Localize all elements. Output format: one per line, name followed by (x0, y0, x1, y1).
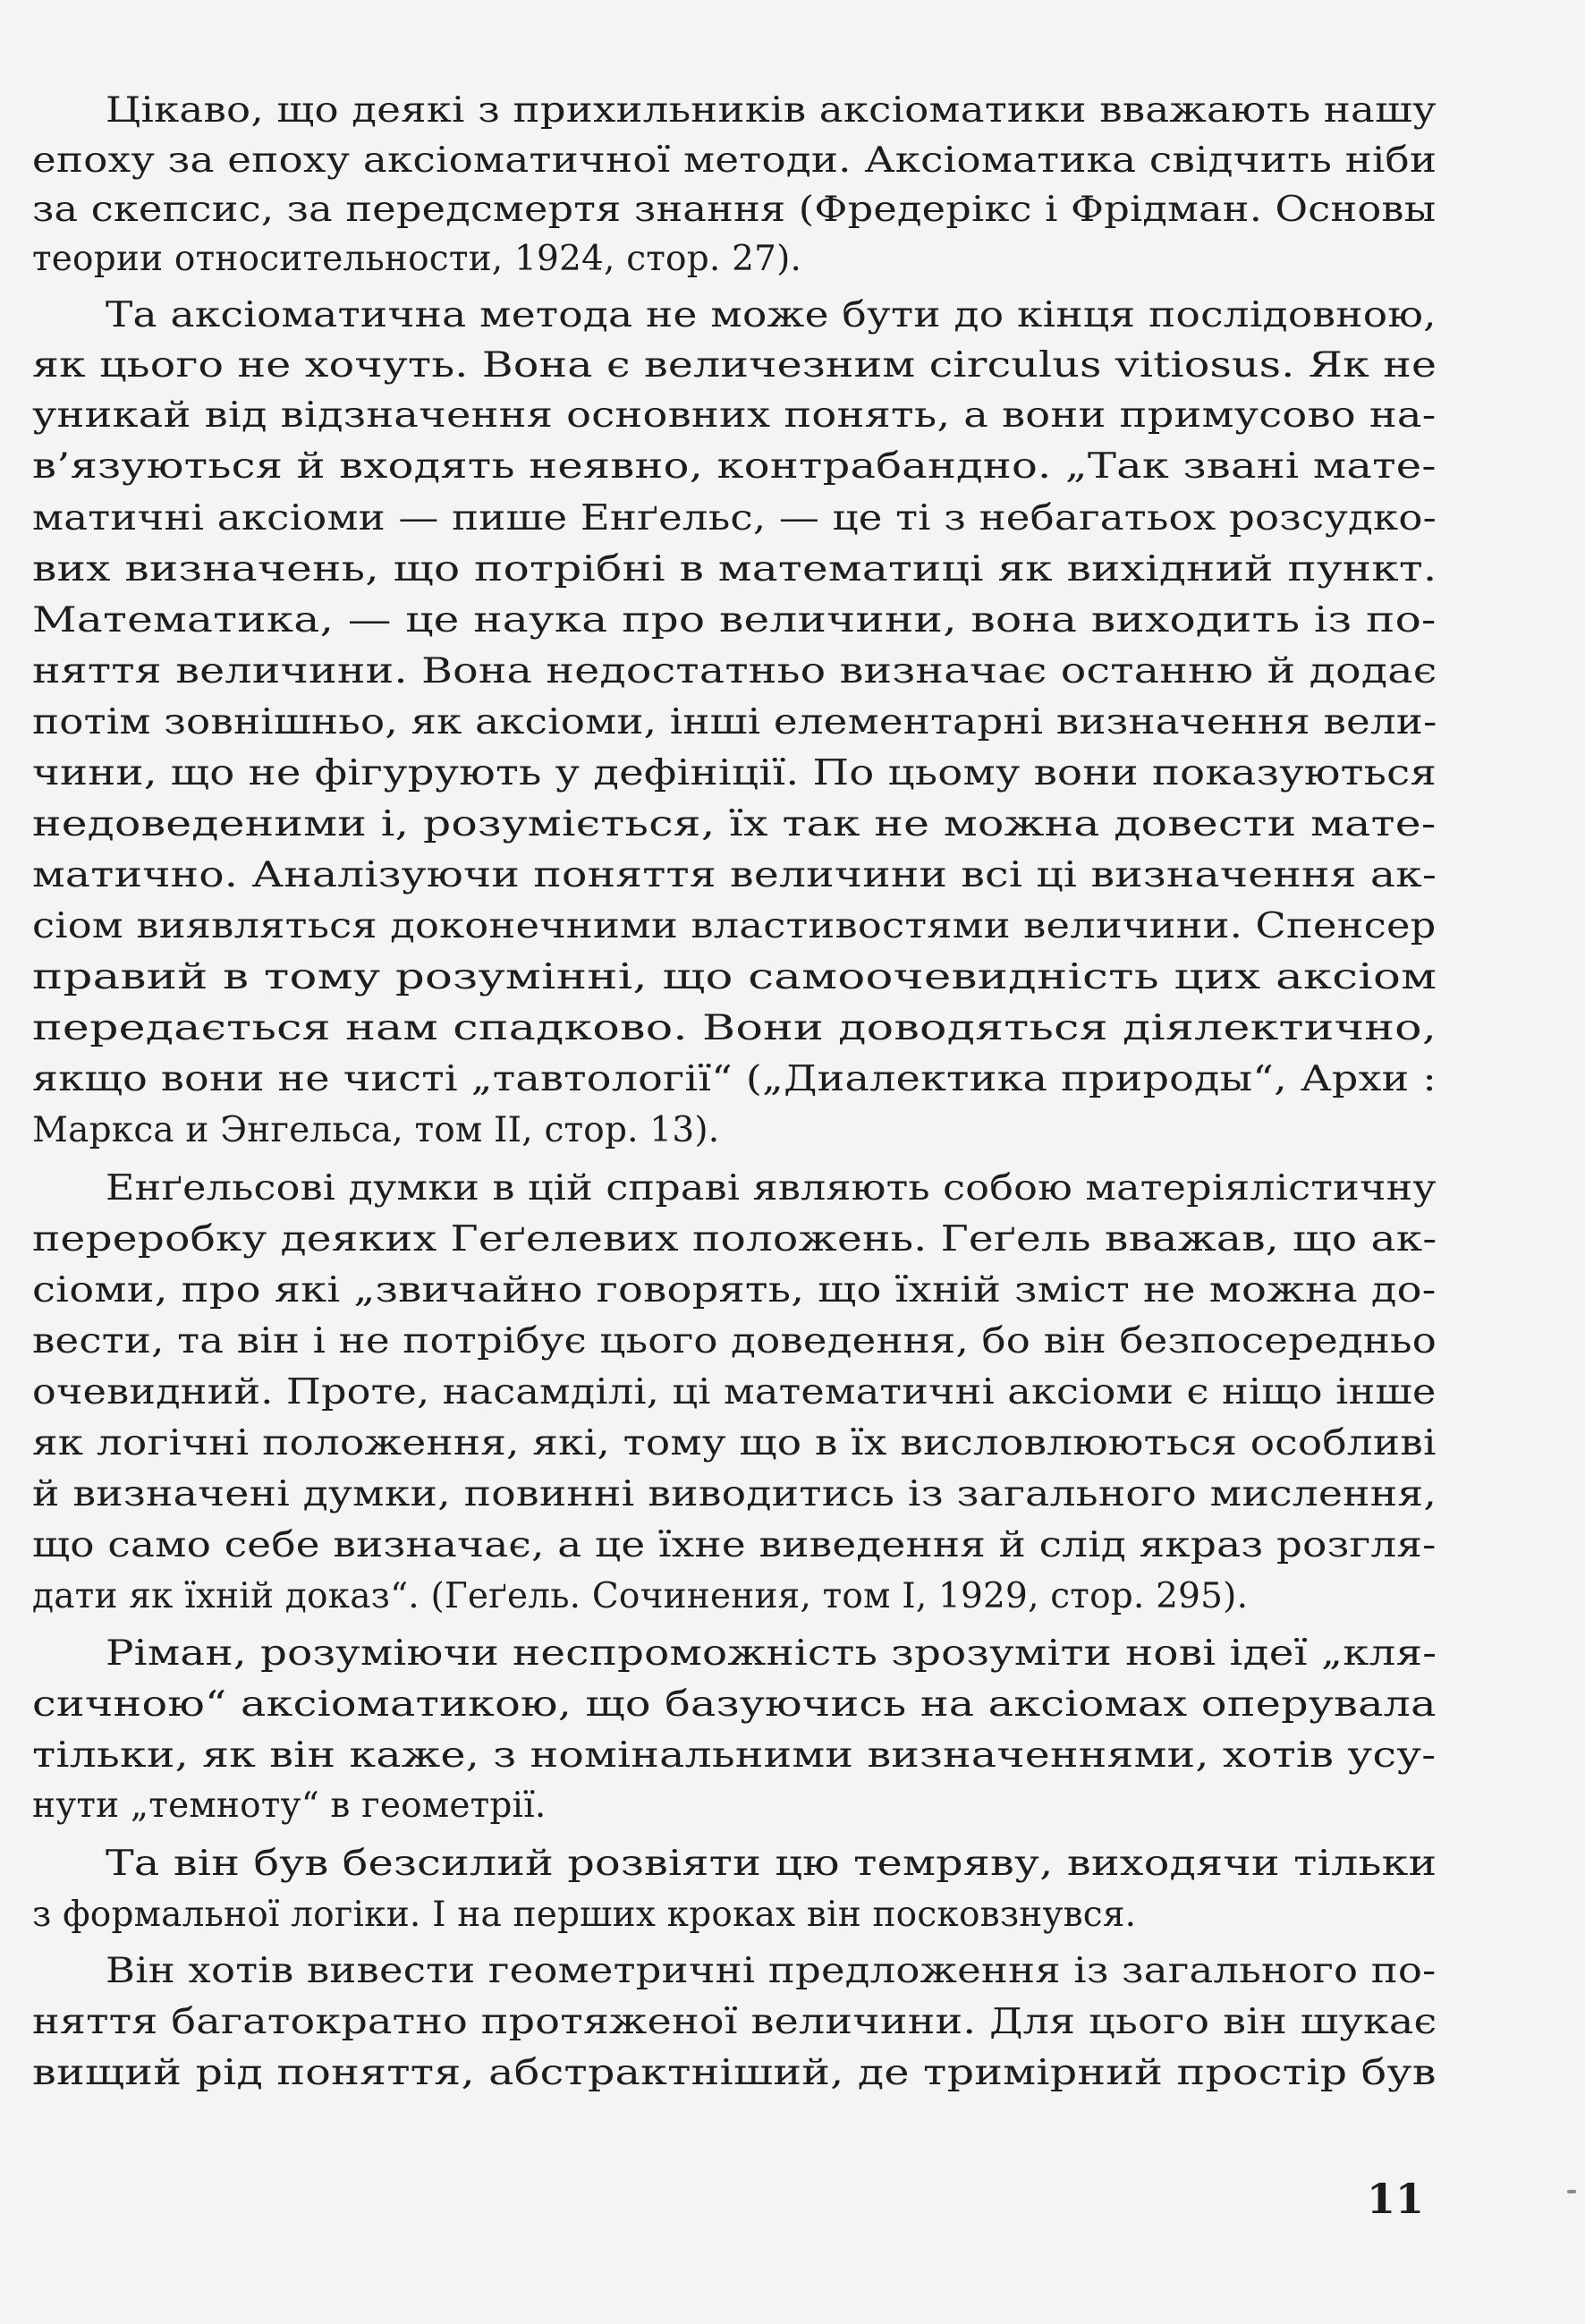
text-line: нути „темноту“ в геометрії. (32, 1785, 547, 1826)
text-line: вищий рід поняття, абстрактніший, де тримірний простір був (32, 2053, 1437, 2093)
text-line: Ріман, розуміючи неспроможність зрозуміти нові ідеї „кля- (106, 1633, 1437, 1674)
page-number: 11 (1367, 2175, 1425, 2223)
text-line: Він хотів вивести геометричні предложення із загального по- (106, 1951, 1437, 1991)
text-line: матичні аксіоми — пише Енґельс, — це ті з небагатьох розсудко- (32, 498, 1437, 539)
text-line: сичною“ аксіоматикою, що базуючись на аксіомах оперувала (32, 1684, 1437, 1725)
text-line: недоведеними і, розуміється, їх так не можна довести мате- (32, 804, 1437, 844)
text-line: очевидний. Проте, насамділі, ці математичні аксіоми є ніщо інше (32, 1372, 1437, 1412)
text-line: няття багатократно протяженої величини. Для цього він шукає (32, 2002, 1437, 2042)
text-line: Маркса и Энгельса, том II, стор. 13). (32, 1110, 720, 1150)
text-line: якщо вони не чисті „тавтології“ („Диалектика природы“, Архи : (32, 1059, 1437, 1099)
text-line: потім зовнішньо, як аксіоми, інші елементарні визначення вели- (32, 702, 1437, 742)
text-line: теории относительности, 1924, стор. 27). (32, 239, 802, 279)
text-line: що само себе визначає, а це їхне виведення й слід якраз розгля- (32, 1525, 1437, 1565)
text-line: вести, та він і не потрібує цього доведення, бо він безпосередньо (32, 1321, 1437, 1361)
text-line: вих визначень, що потрібні в математиці як вихідний пункт. (32, 549, 1437, 589)
text-line: сіоми, про які „звичайно говорять, що їхній зміст не можна до- (32, 1270, 1437, 1310)
text-line: уникай від відзначення основних понять, а вони примусово на- (32, 395, 1437, 436)
text-line: чини, що не фігурують у дефініції. По цьому вони показуються (32, 753, 1437, 793)
text-line: з формальної логіки. І на перших кроках він посковзнувся. (32, 1895, 1137, 1935)
text-line: як логічні положення, які, тому що в їх висловлюються особливі (32, 1423, 1437, 1463)
text-line: епоху за епоху аксіоматичної методи. Аксіоматика свідчить ніби (32, 140, 1437, 181)
text-line: Та аксіоматична метода не може бути до кінця послідовною, (106, 295, 1437, 335)
print-speck (1567, 2190, 1576, 2193)
text-line: Математика, — це наука про величини, вона виходить із по- (32, 600, 1437, 640)
text-line: в’язуються й входять неявно, контрабандно. „Так звані мате- (32, 446, 1437, 487)
text-line: правий в тому розумінні, що самоочевидність цих аксіом (32, 957, 1437, 997)
text-line: Та він був безсилий розвіяти цю темряву, виходячи тільки (106, 1844, 1437, 1884)
text-line: матично. Аналізуючи поняття величини всі ці визначення ак- (32, 855, 1437, 895)
text-line: як цього не хочуть. Вона є величезним circulus vitiosus. Як не (32, 345, 1437, 386)
text-line: й визначені думки, повинні виводитись із загального мислення, (32, 1474, 1437, 1514)
text-line: няття величини. Вона недостатньо визначає останню й додає (32, 651, 1437, 691)
text-line: переробку деяких Геґелевих положень. Геґель вважав, що ак- (32, 1219, 1437, 1260)
text-line: передається нам спадково. Вони доводяться діялектично, (32, 1008, 1437, 1048)
text-line: Цікаво, що деякі з прихильників аксіоматики вважають нашу (106, 90, 1437, 131)
text-line: дати як їхній доказ“. (Геґель. Сочинения, том I, 1929, стор. 295). (32, 1576, 1249, 1616)
text-line: за скепсис, за передсмертя знання (Фредерікс і Фрідман. Основы (32, 190, 1437, 230)
text-line: сіом виявляться доконечними властивостями величини. Спенсер (32, 906, 1437, 946)
text-line: Енґельсові думки в цій справі являють собою матеріялістичну (106, 1168, 1437, 1209)
text-line: тільки, як він каже, з номінальними визначеннями, хотів усу- (32, 1735, 1437, 1776)
